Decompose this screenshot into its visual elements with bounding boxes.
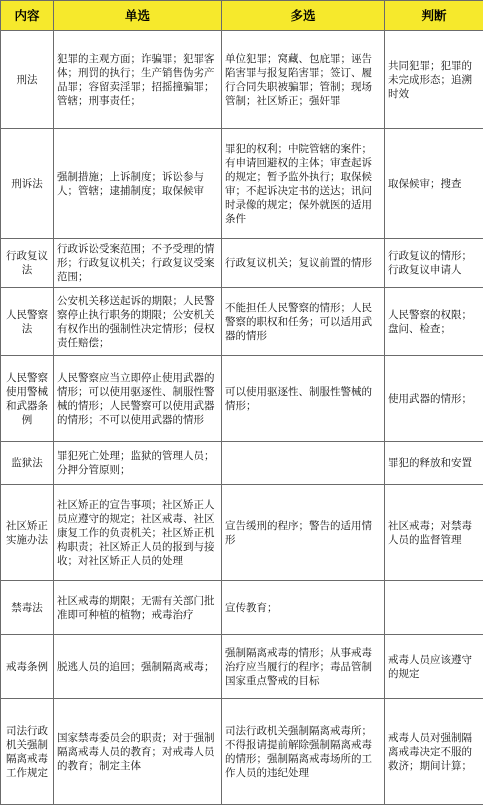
true-false-cell bbox=[385, 581, 483, 635]
table-row bbox=[1, 485, 483, 581]
multiple-choice-cell: 宣告缓刑的程序；警告的适用情形 bbox=[222, 485, 385, 581]
single-choice-cell: 行政诉讼受案范围；不予受理的情形；行政复议机关；行政复议受案范围； bbox=[54, 239, 222, 288]
single-choice-cell: 社区矫正的宣告事项；社区矫正人员应遵守的规定；社区戒毒、社区康复工作的负责机关；社区矫正机构职责；社区矫正人员的报到与接收；对社区矫正人员的处理 bbox=[54, 485, 222, 581]
table-row bbox=[1, 356, 483, 442]
header-row bbox=[1, 1, 483, 31]
multiple-choice-cell: 不能担任人民警察的情形；人民警察的职权和任务；可以适用武器的情形 bbox=[222, 288, 385, 356]
single-choice-cell: 脱逃人员的追回；强制隔离戒毒； bbox=[54, 635, 222, 699]
multiple-choice-cell: 宣传教育； bbox=[222, 581, 385, 635]
true-false-cell: 使用武器的情形； bbox=[385, 356, 483, 442]
single-choice-cell: 人民警察应当立即停止使用武器的情形；可以使用驱逐性、制服性警械的情形；人民警察可以使用武器的情形；不可以使用武器的情形 bbox=[54, 356, 222, 442]
header-single-choice: 单选 bbox=[54, 1, 222, 31]
multiple-choice-cell: 单位犯罪；窝藏、包庇罪；诬告陷害罪与报复陷害罪；签订、履行合同失职被骗罪；管制；现场管制；社区矫正；强奸罪 bbox=[222, 31, 385, 129]
true-false-cell: 社区戒毒；对禁毒人员的监督管理 bbox=[385, 485, 483, 581]
table-row bbox=[1, 129, 483, 239]
multiple-choice-cell bbox=[222, 442, 385, 485]
topic-cell: 刑法 bbox=[1, 31, 54, 129]
topic-cell: 戒毒条例 bbox=[1, 635, 54, 699]
topic-cell: 社区矫正实施办法 bbox=[1, 485, 54, 581]
multiple-choice-cell: 罪犯的权利；中院管辖的案件；有申请回避权的主体；审查起诉的规定；暂予监外执行；取保候审；不起诉决定书的送达；讯问时录像的规定；保外就医的适用条件 bbox=[222, 129, 385, 239]
multiple-choice-cell: 强制隔离戒毒的情形；从事戒毒治疗应当履行的程序；毒品管制国家重点警戒的目标 bbox=[222, 635, 385, 699]
multiple-choice-cell: 行政复议机关；复议前置的情形 bbox=[222, 239, 385, 288]
topic-cell: 刑诉法 bbox=[1, 129, 54, 239]
table-row bbox=[1, 31, 483, 129]
table-row bbox=[1, 288, 483, 356]
topic-cell: 行政复议法 bbox=[1, 239, 54, 288]
multiple-choice-cell: 司法行政机关强制隔离戒毒所；不得报请提前解除强制隔离戒毒的情形；强制隔离戒毒场所的工作人员的违纪处理 bbox=[222, 699, 385, 805]
header-topic: 内容 bbox=[1, 1, 54, 31]
true-false-cell: 罪犯的释放和安置 bbox=[385, 442, 483, 485]
table-row bbox=[1, 635, 483, 699]
true-false-cell: 戒毒人员对强制隔离戒毒决定不服的救济；期间计算； bbox=[385, 699, 483, 805]
topic-cell: 人民警察法 bbox=[1, 288, 54, 356]
true-false-cell: 取保候审；搜查 bbox=[385, 129, 483, 239]
true-false-cell: 人民警察的权限；盘问、检查； bbox=[385, 288, 483, 356]
single-choice-cell: 社区戒毒的期限；无需有关部门批准即可种植的植物；戒毒治疗 bbox=[54, 581, 222, 635]
topic-cell: 监狱法 bbox=[1, 442, 54, 485]
single-choice-cell: 国家禁毒委员会的职责；对于强制隔离戒毒人员的教育；对戒毒人员的教育；制定主体 bbox=[54, 699, 222, 805]
true-false-cell: 行政复议的情形；行政复议申请人 bbox=[385, 239, 483, 288]
single-choice-cell: 强制措施；上诉制度；诉讼参与人；管辖；逮捕制度；取保候审 bbox=[54, 129, 222, 239]
true-false-cell: 共同犯罪；犯罪的未完成形态；追溯时效 bbox=[385, 31, 483, 129]
table-row bbox=[1, 239, 483, 288]
single-choice-cell: 公安机关移送起诉的期限；人民警察停止执行职务的期限；公安机关有权作出的强制性决定情形；侵权责任赔偿； bbox=[54, 288, 222, 356]
table-row bbox=[1, 442, 483, 485]
table-row bbox=[1, 699, 483, 805]
multiple-choice-cell: 可以使用驱逐性、制服性警械的情形； bbox=[222, 356, 385, 442]
header-true-false: 判断 bbox=[385, 1, 483, 31]
single-choice-cell: 罪犯死亡处理；监狱的管理人员；分押分管原则； bbox=[54, 442, 222, 485]
topic-cell: 司法行政机关强制隔离戒毒工作规定 bbox=[1, 699, 54, 805]
header-multiple-choice: 多选 bbox=[222, 1, 385, 31]
true-false-cell: 戒毒人员应该遵守的规定 bbox=[385, 635, 483, 699]
single-choice-cell: 犯罪的主观方面；诈骗罪；犯罪客体；刑罚的执行；生产销售伪劣产品罪；容留卖淫罪；招摇撞骗罪；管辖；刑事责任； bbox=[54, 31, 222, 129]
topic-cell: 禁毒法 bbox=[1, 581, 54, 635]
table-row bbox=[1, 581, 483, 635]
topic-cell: 人民警察使用警械和武器条例 bbox=[1, 356, 54, 442]
